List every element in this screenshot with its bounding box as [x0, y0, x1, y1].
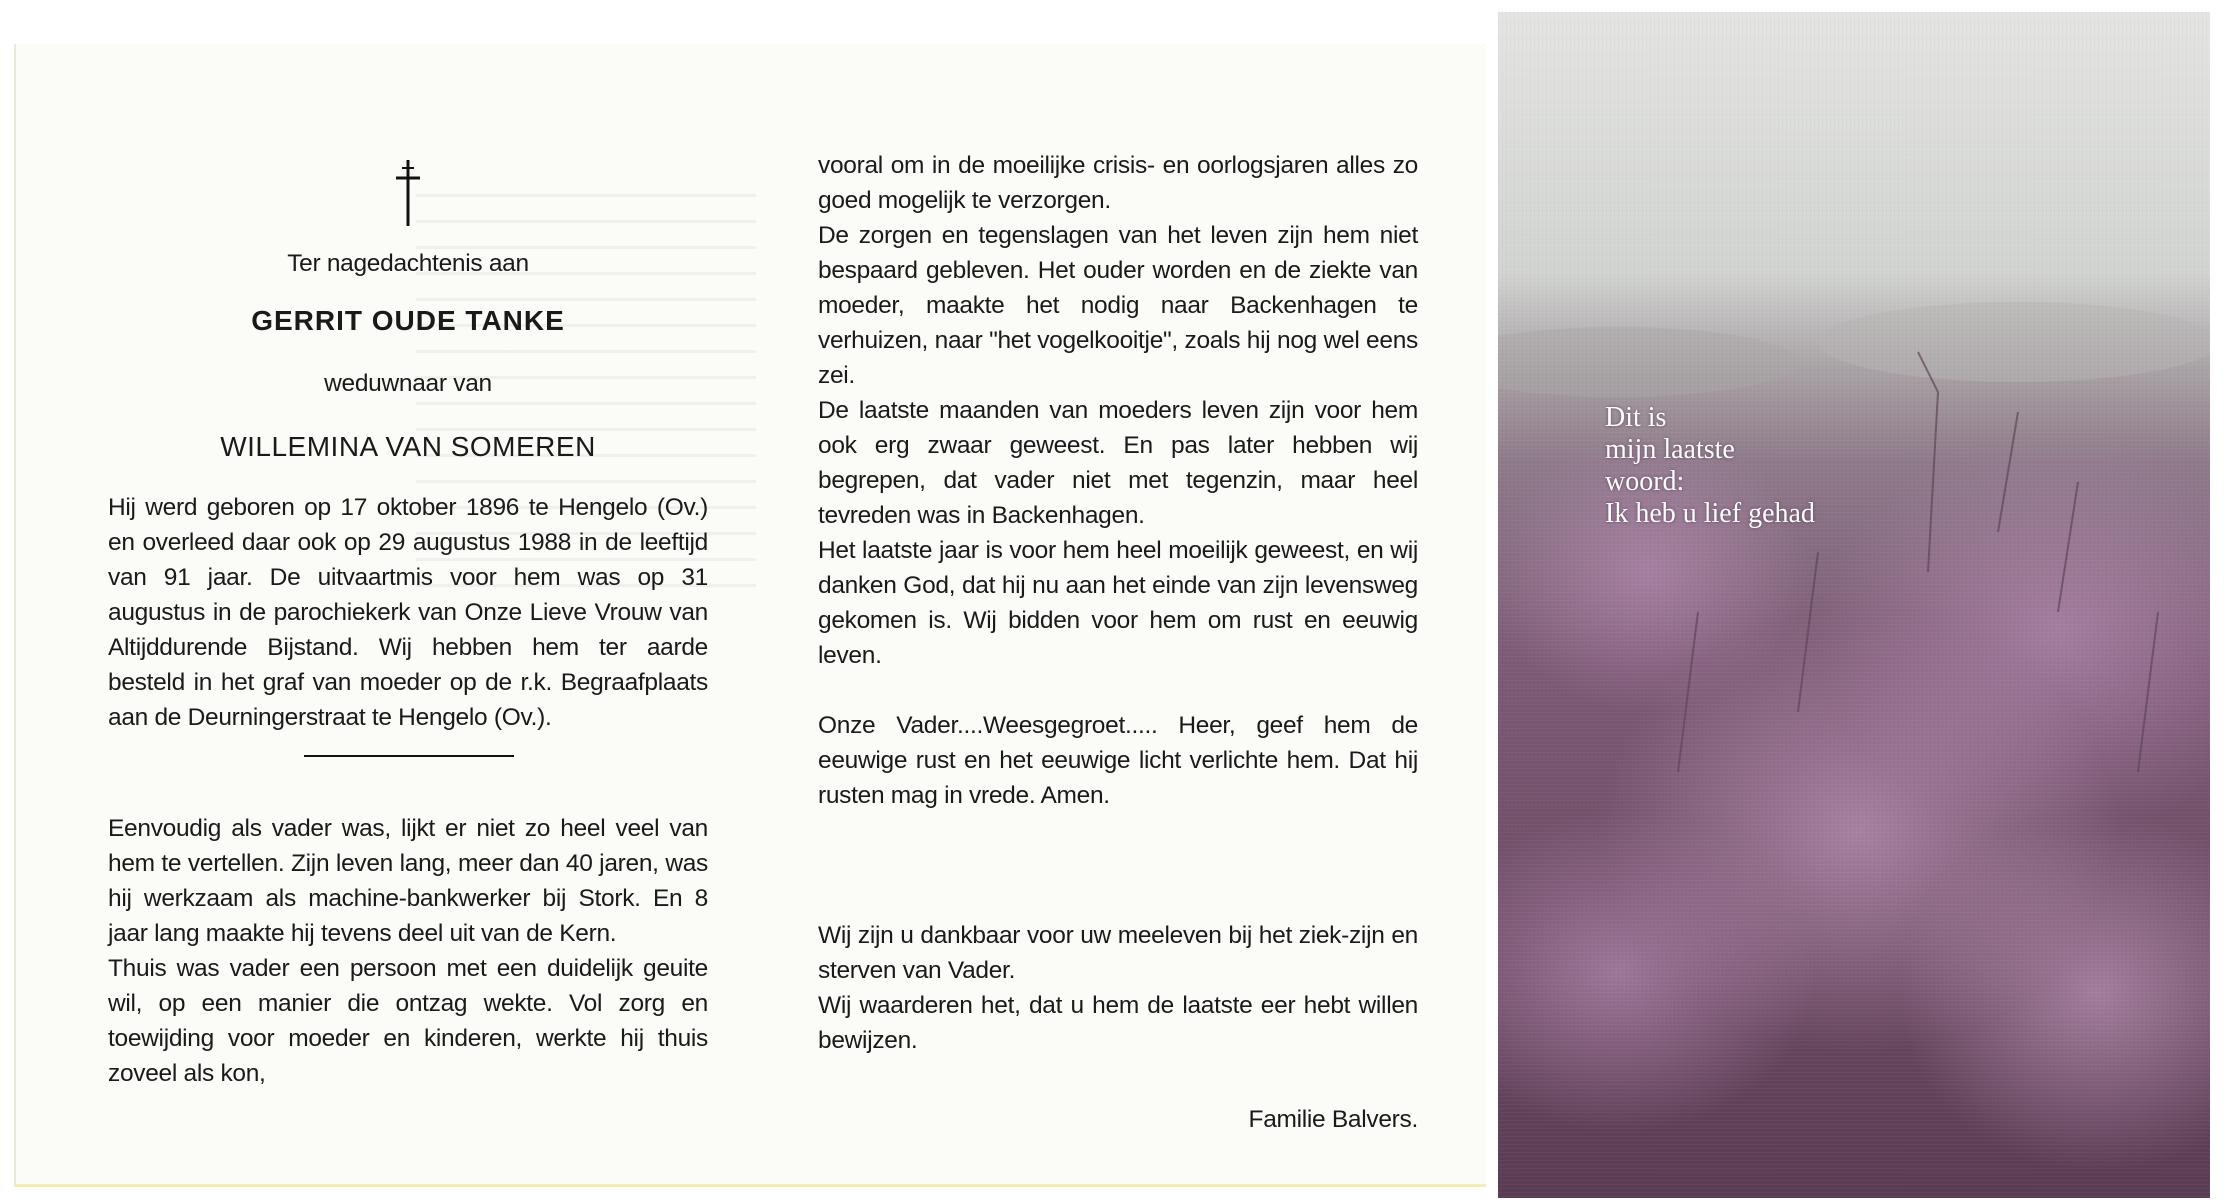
thanks-paragraph: Wij zijn u dankbaar voor uw meeleven bij het ziek-zijn en sterven van Vader.: [818, 922, 1418, 984]
cross-icon: [393, 158, 423, 228]
divider-line: [304, 755, 514, 757]
photo-caption: [1605, 402, 1815, 530]
deceased-name: GERRIT OUDE TANKE: [251, 305, 565, 336]
heather-landscape-image: [1498, 12, 2210, 1198]
family-signature: Familie Balvers.: [1248, 1106, 1418, 1133]
caption-line-1: Dit is: [1605, 402, 1667, 433]
heather-photo: [1498, 12, 2210, 1198]
biography-paragraph: Hij werd geboren op 17 oktober 1896 te Hengelo (Ov.) en overleed daar ook op 29 augustus 1988 in de leeftijd van 91 jaar. De uitvaartmis voor hem was op 31 augustus in de parochiekerk van Onze Lieve Vrouw van Altijddurende Bijstand. Wij hebben hem ter aarde besteld in het graf van moeder op de r.k. Begraafplaats aan de Deurningerstraat te Hengelo (Ov.).: [108, 494, 708, 731]
caption-line-2: mijn laatste: [1605, 434, 1735, 465]
widower-of-text: weduwnaar van: [324, 370, 492, 397]
hardship-paragraph: De zorgen en tegenslagen van het leven zijn hem niet bespaard gebleven. Het ouder worden en de ziekte van moeder, maakte het nodig naar Backenhagen te verhuizen, naar "het vogelkooitje", zoals hij nog wel eens zei.: [818, 222, 1418, 389]
middle-page: [818, 148, 1418, 1137]
in-memory-heading: Ter nagedachtenis aan: [287, 250, 529, 277]
last-year-paragraph: Het laatste jaar is voor hem heel moeilijk geweest, en wij danken God, dat hij nu aan het einde van zijn levensweg gekomen is. Wij bidden voor hem om rust en eeuwig leven.: [818, 537, 1418, 669]
crisis-paragraph: vooral om in de moeilijke crisis- en oorlogsjaren alles zo goed mogelijk te verzorgen.: [818, 152, 1418, 214]
appreciation-paragraph: Wij waarderen het, dat u hem de laatste eer hebt willen bewijzen.: [818, 992, 1418, 1054]
left-page: [108, 148, 708, 1091]
caption-line-4: Ik heb u lief gehad: [1605, 498, 1815, 529]
caption-line-3: woord:: [1605, 466, 1685, 497]
spouse-name: WILLEMINA VAN SOMEREN: [220, 431, 596, 462]
last-months-paragraph: De laatste maanden van moeders leven zijn voor hem ook erg zwaar geweest. En pas later hebben wij begrepen, dat vader niet met tegenzin, maar heel tevreden was in Backenhagen.: [818, 397, 1418, 529]
life-paragraph: Eenvoudig als vader was, lijkt er niet zo heel veel van hem te vertellen. Zijn leven lang, meer dan 40 jaren, was hij werkzaam als machine-bankwerker bij Stork. En 8 jaar lang maakte hij tevens deel uit van de Kern.: [108, 815, 708, 947]
home-paragraph: Thuis was vader een persoon met een duidelijk geuite wil, op een manier die ontzag wekte. Vol zorg en toewijding voor moeder en kinderen, werkte hij thuis zoveel als kon,: [108, 955, 708, 1087]
prayer-paragraph: Onze Vader....Weesgegroet..... Heer, geef hem de eeuwige rust en het eeuwige licht verlichte hem. Dat hij rusten mag in vrede. Amen.: [818, 712, 1418, 809]
